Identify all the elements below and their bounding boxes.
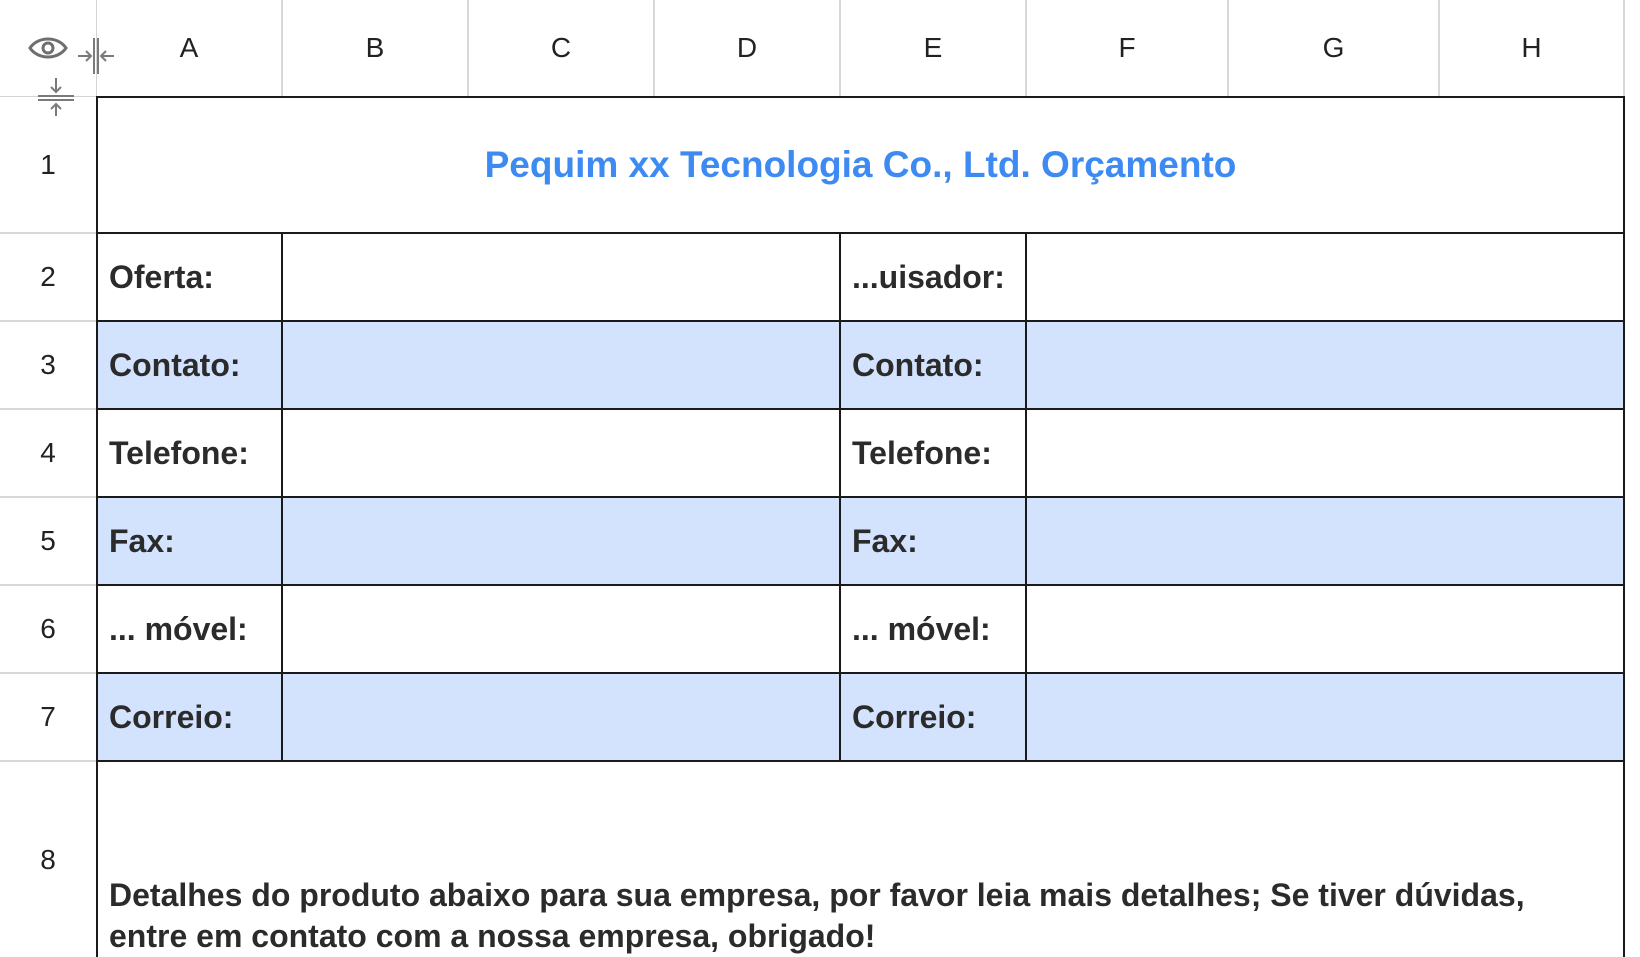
value-telefone-right[interactable] [1027,410,1625,498]
value-fax-right[interactable] [1027,498,1625,586]
value-contato-right[interactable] [1027,322,1625,410]
column-header-b[interactable]: B [283,0,469,97]
column-header-g[interactable]: G [1229,0,1440,97]
value-pesquisador[interactable] [1027,234,1625,322]
column-header-a[interactable]: A [97,0,283,97]
label-oferta[interactable]: Oferta: [98,234,283,322]
row-header-8[interactable]: 8 [0,762,97,957]
column-header-c[interactable]: C [469,0,655,97]
row-header-6[interactable]: 6 [0,586,97,674]
column-header-d[interactable]: D [655,0,841,97]
row-header-3[interactable]: 3 [0,322,97,410]
value-movel-left[interactable] [283,586,841,674]
value-contato-left[interactable] [283,322,841,410]
value-movel-right[interactable] [1027,586,1625,674]
label-movel-right[interactable]: ... móvel: [841,586,1027,674]
note-cell[interactable]: Detalhes do produto abaixo para sua empresa, por favor leia mais detalhes; Se tiver dúvidas, entre em contato com a nossa empresa, obrigado! [98,762,1625,957]
label-fax-left[interactable]: Fax: [98,498,283,586]
label-telefone-left[interactable]: Telefone: [98,410,283,498]
value-telefone-left[interactable] [283,410,841,498]
value-oferta[interactable] [283,234,841,322]
value-correio-right[interactable] [1027,674,1625,762]
eye-icon[interactable] [28,34,68,67]
row-header-1[interactable]: 1 [0,97,97,234]
label-pesquisador[interactable]: ...uisador: [841,234,1027,322]
column-header-h[interactable]: H [1440,0,1625,97]
label-contato-right[interactable]: Contato: [841,322,1027,410]
label-contato-left[interactable]: Contato: [98,322,283,410]
row-header-7[interactable]: 7 [0,674,97,762]
title-cell[interactable]: Pequim xx Tecnologia Co., Ltd. Orçamento [98,98,1625,234]
column-header-e[interactable]: E [841,0,1027,97]
label-telefone-right[interactable]: Telefone: [841,410,1027,498]
value-fax-left[interactable] [283,498,841,586]
row-header-4[interactable]: 4 [0,410,97,498]
row-header-2[interactable]: 2 [0,234,97,322]
label-movel-left[interactable]: ... móvel: [98,586,283,674]
label-correio-right[interactable]: Correio: [841,674,1027,762]
label-correio-left[interactable]: Correio: [98,674,283,762]
value-correio-left[interactable] [283,674,841,762]
row-header-5[interactable]: 5 [0,498,97,586]
column-header-f[interactable]: F [1027,0,1229,97]
label-fax-right[interactable]: Fax: [841,498,1027,586]
